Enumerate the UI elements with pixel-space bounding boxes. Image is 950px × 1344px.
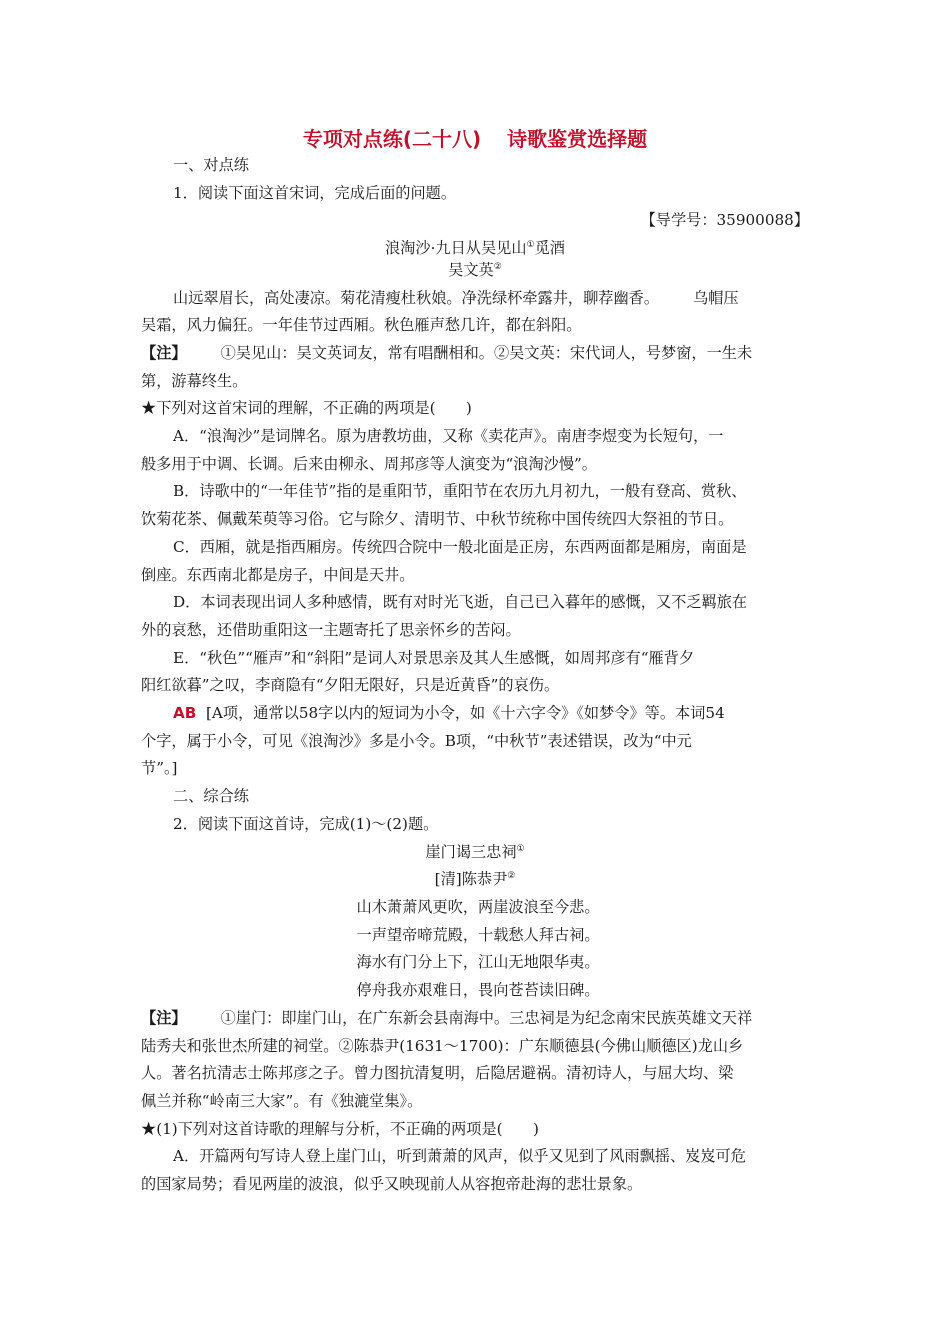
option-e-cont: 阳红欲暮”之叹，李商隐有“夕阳无限好，只是近黄昏”的哀伤。 xyxy=(141,676,560,695)
note-2-cont: 陆秀夫和张世杰所建的祠堂。②陈恭尹(1631～1700)：广东顺德县(今佛山顺德区)龙山乡 xyxy=(141,1036,744,1055)
option-e: E．“秋色”“雁声”和“斜阳”是词人对景思亲及其人生感慨，如周邦彦有“雁背夕 xyxy=(173,648,695,667)
note-1-cont: 第，游幕终生。 xyxy=(141,371,248,390)
option-b-cont: 饮菊花茶、佩戴茱萸等习俗。它与除夕、清明节、中秋节统称中国传统四大祭祖的节日。 xyxy=(141,510,734,529)
option-a-cont: 般多用于中调、长调。后来由柳永、周邦彦等人演变为“浪淘沙慢”。 xyxy=(141,454,597,473)
poem-1-title: 浪淘沙·九日从吴见山①觅酒 xyxy=(385,239,565,258)
poem-1-author: 吴文英② xyxy=(448,260,502,279)
poem-1-text-cont: 吴霜，风力偏狂。一年佳节过西厢。秋色雁声愁几许，都在斜阳。 xyxy=(141,316,582,335)
note-1: 【注】 ①吴见山：吴文英词友，常有唱酬相和。②吴文英：宋代词人，号梦窗，一生未 xyxy=(141,343,753,362)
answer-1-cont: 个字，属于小令，可见《浪淘沙》多是小令。B项，“中秋节”表述错误，改为“中元 xyxy=(141,731,692,750)
answer-key: AB xyxy=(173,704,197,723)
answer-1: AB [A项，通常以58字以内的短词为小令，如《十六字令》《如梦令》等。本词54 xyxy=(173,704,725,723)
section-heading-2: 二、综合练 xyxy=(173,787,249,806)
q2-option-a-cont: 的国家局势；看见两崖的波浪，似乎又映现前人从容抱帝赴海的悲壮景象。 xyxy=(141,1175,643,1194)
poem-1-text: 山远翠眉长，高处凄凉。菊花清瘦杜秋娘。净洗绿杯牵露井，聊荐幽香。 乌帽压 xyxy=(173,288,739,307)
note-2-cont: 佩兰并称“岭南三大家”。有《独漉堂集》。 xyxy=(141,1091,423,1110)
question-2-1-stem: ★(1)下列对这首诗歌的理解与分析，不正确的两项是( ) xyxy=(141,1119,539,1138)
answer-1-end: 节”。] xyxy=(141,759,178,778)
poem-2-line: 山木萧萧风更吹，两崖波浪至今悲。 xyxy=(356,897,600,916)
page-title-right: 诗歌鉴赏选择题 xyxy=(507,127,648,151)
option-d: D．本词表现出词人多种感情，既有对时光飞逝，自己已入暮年的感慨，又不乏羁旅在 xyxy=(173,593,748,612)
option-b: B．诗歌中的“一年佳节”指的是重阳节，重阳节在农历九月初九，一般有登高、赏秋、 xyxy=(173,482,747,501)
poem-2-line: 海水有门分上下，江山无地限华夷。 xyxy=(356,953,600,972)
guide-number: 【导学号：35900088】 xyxy=(640,211,809,230)
page-title-left: 专项对点练(二十八) xyxy=(302,127,482,151)
option-a: A．“浪淘沙”是词牌名。原为唐教坊曲，又称《卖花声》。南唐李煜变为长短句，一 xyxy=(173,427,724,446)
question-1-stem: ★下列对这首宋词的理解，不正确的两项是( ) xyxy=(141,399,472,418)
poem-2-author: [清]陈恭尹② xyxy=(434,870,516,889)
note-2: 【注】 ①崖门：即崖门山，在广东新会县南海中。三忠祠是为纪念南宋民族英雄文天祥 xyxy=(141,1008,753,1027)
document-body xyxy=(141,152,809,1199)
note-2-cont: 人。著名抗清志士陈邦彦之子。曾力图抗清复明，后隐居避祸。清初诗人，与屈大均、梁 xyxy=(141,1064,734,1083)
poem-2-line: 停舟我亦艰难日，畏向苍苔读旧碑。 xyxy=(356,981,600,1000)
option-c-cont: 倒座。东西南北都是房子，中间是天井。 xyxy=(141,565,415,584)
question-1-prompt: 1．阅读下面这首宋词，完成后面的问题。 xyxy=(173,183,457,202)
question-2-prompt: 2．阅读下面这首诗，完成(1)～(2)题。 xyxy=(173,814,439,833)
poem-2-title: 崖门谒三忠祠① xyxy=(425,842,525,861)
poem-2-line: 一声望帝啼荒殿，十载愁人拜古祠。 xyxy=(356,925,600,944)
q2-option-a: A．开篇两句写诗人登上崖门山，听到萧萧的风声，似乎又见到了风雨飘摇、岌岌可危 xyxy=(173,1147,746,1166)
option-d-cont: 外的哀愁，还借助重阳这一主题寄托了思亲怀乡的苦闷。 xyxy=(141,620,521,639)
option-c: C．西厢，就是指西厢房。传统四合院中一般北面是正房，东西两面都是厢房，南面是 xyxy=(173,537,747,556)
section-heading-1: 一、对点练 xyxy=(173,156,249,174)
page-title xyxy=(0,123,950,152)
